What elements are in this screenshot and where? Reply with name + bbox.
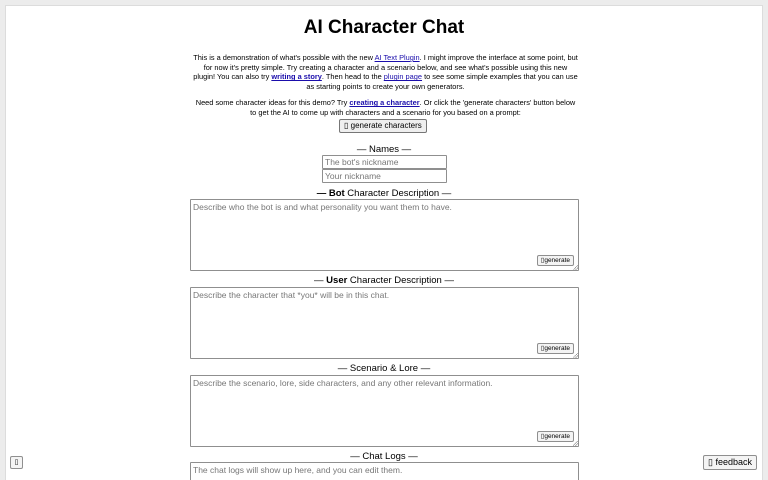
- generate-icon: ▯: [540, 433, 545, 440]
- bot-description-box: [190, 199, 579, 271]
- chat-logs-textarea[interactable]: [191, 463, 578, 480]
- plugin-page-link[interactable]: plugin page: [383, 72, 423, 82]
- user-description-box: [190, 287, 579, 359]
- feedback-button[interactable]: ▯ feedback: [703, 455, 757, 470]
- resize-handle[interactable]: [573, 353, 578, 358]
- scenario-textarea[interactable]: [191, 376, 578, 446]
- generate-icon: ▯: [540, 257, 545, 264]
- writing-a-story-link[interactable]: writing a story: [271, 72, 322, 82]
- bot-description-textarea[interactable]: [191, 200, 578, 270]
- user-description-textarea[interactable]: [191, 288, 578, 358]
- names-heading: — Names —: [356, 144, 412, 155]
- ai-text-plugin-link[interactable]: AI Text Plugin: [374, 53, 420, 62]
- menu-button[interactable]: [10, 456, 23, 469]
- user-description-heading: — User Character Description —: [314, 275, 454, 286]
- menu-icon: ▯: [14, 459, 19, 466]
- generate-icon: ▯: [540, 345, 545, 352]
- intro-paragraph-1: This is a demonstration of what's possible with the new AI Text Plugin. I might improve the interface at some point, but for now it's pretty simple. Try creating a character and a scenario below, and see what's possible using this new plugin! You can also try writing a story. Then head to the plugin page to see some simple examples that you can use as starting points to create your own generators.: [193, 53, 578, 91]
- page: [5, 5, 763, 480]
- intro-text: [193, 53, 578, 118]
- user-nickname-input[interactable]: [322, 169, 447, 183]
- intro-paragraph-2: Need some character ideas for this demo? Try creating a character. Or click the 'generate characters' button below to get the AI to come up with characters and a scenario for you based on a prompt:: [195, 98, 576, 117]
- bot-description-heading: — Bot Character Description —: [316, 188, 452, 199]
- scenario-box: [190, 375, 579, 447]
- bot-nickname-input[interactable]: [322, 155, 447, 169]
- resize-handle[interactable]: [573, 265, 578, 270]
- resize-handle[interactable]: [573, 441, 578, 446]
- chat-logs-box: [190, 462, 579, 480]
- generate-characters-button[interactable]: ▯ generate characters: [339, 119, 427, 133]
- generate-user-description-button[interactable]: ▯generate: [537, 343, 574, 354]
- scenario-heading: — Scenario & Lore —: [337, 363, 431, 374]
- chat-logs-heading: — Chat Logs —: [350, 451, 418, 462]
- page-title: AI Character Chat: [303, 17, 465, 38]
- feedback-icon: ▯: [708, 457, 713, 467]
- generate-scenario-button[interactable]: ▯generate: [537, 431, 574, 442]
- generate-bot-description-button[interactable]: ▯generate: [537, 255, 574, 266]
- creating-a-character-link[interactable]: creating a character: [349, 98, 420, 108]
- generate-icon: ▯: [344, 121, 349, 130]
